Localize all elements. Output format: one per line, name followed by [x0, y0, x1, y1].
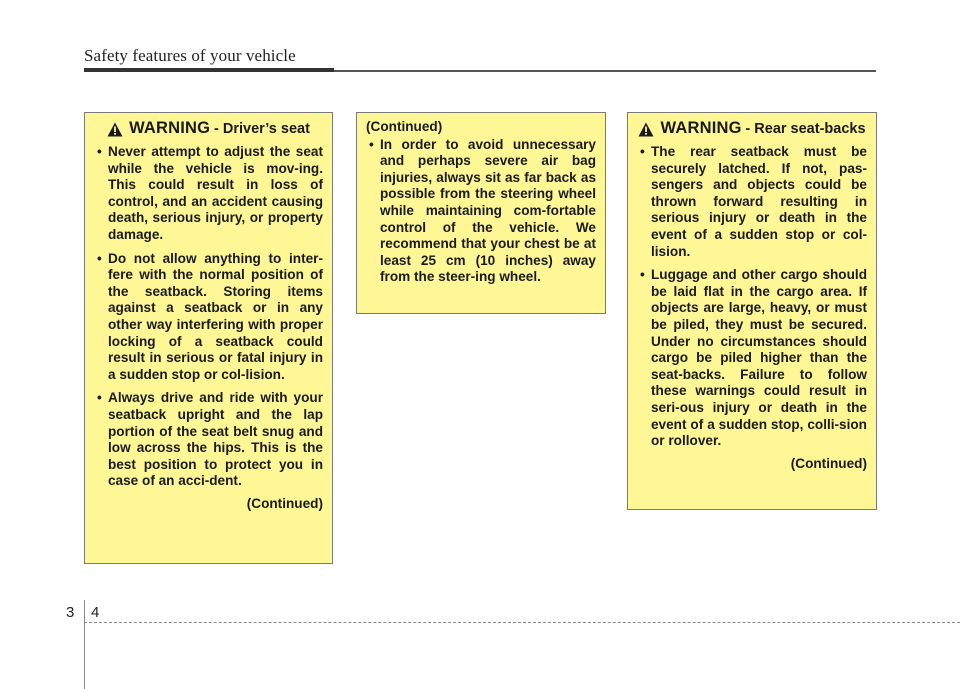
warning-subject: - Rear seat-backs: [745, 121, 866, 137]
page-header-title: Safety features of your vehicle: [84, 46, 296, 65]
footer-divider: [84, 600, 85, 689]
warning-list: [637, 144, 867, 450]
header-rule-thick: [84, 68, 334, 72]
page-number: 4: [91, 604, 100, 621]
continued-label: (Continued): [790, 455, 867, 471]
warning-subject: - Driver’s seat: [214, 121, 310, 137]
warning-heading: [94, 120, 323, 138]
list-item: • Always drive and ride with your seatback upright and the lap portion of the seat belt snug and low across the hips. This is the best position to protect you in case of an acci-dent.: [94, 390, 323, 490]
warning-box-rear-seatbacks: [627, 112, 877, 510]
continued-label: (Continued): [246, 495, 323, 511]
warning-list: [366, 137, 596, 286]
list-item: • In order to avoid unnecessary and perhaps severe air bag injuries, always sit as far back as possible from the steering wheel while maintaining com-fortable control of the vehicle. We recommend that your chest be at least 25 cm (10 inches) away from the steer-ing wheel.: [366, 137, 596, 286]
warning-triangle-icon: [107, 122, 123, 137]
continued-label: (Continued): [366, 119, 443, 134]
footer-rule: [84, 622, 960, 623]
warning-triangle-icon: [638, 122, 654, 137]
list-item: • Luggage and other cargo should be laid flat in the cargo area. If objects are large, heavy, or must be piled, they must be secured. Under no circumstances should cargo be piled higher than the seat-backs. Failure to follow these warnings could result in seri-ous injury or death in the event of a sudden stop, colli-sion or rollover.: [637, 267, 867, 450]
warning-heading: [637, 120, 867, 138]
header-rule-thin: [334, 70, 876, 72]
warning-box-drivers-seat: [84, 112, 333, 564]
chapter-number: 3: [66, 604, 75, 621]
list-item: • Do not allow anything to inter-fere with the normal position of the seatback. Storing items against a seatback or in any other way interfering with proper locking of a seatback could result in serious or fatal injury in a sudden stop or col-lision.: [94, 251, 323, 384]
warning-list: [94, 144, 323, 490]
warning-label: WARNING: [129, 119, 211, 137]
warning-box-continued: [356, 112, 606, 314]
warning-label: WARNING: [660, 119, 742, 137]
list-item: • Never attempt to adjust the seat while the vehicle is mov-ing. This could result in loss of control, and an accident causing death, serious injury, or property damage.: [94, 144, 323, 244]
list-item: • The rear seatback must be securely latched. If not, pas-sengers and objects could be thrown forward resulting in serious injury or death in the event of a sudden stop or col-lision.: [637, 144, 867, 260]
